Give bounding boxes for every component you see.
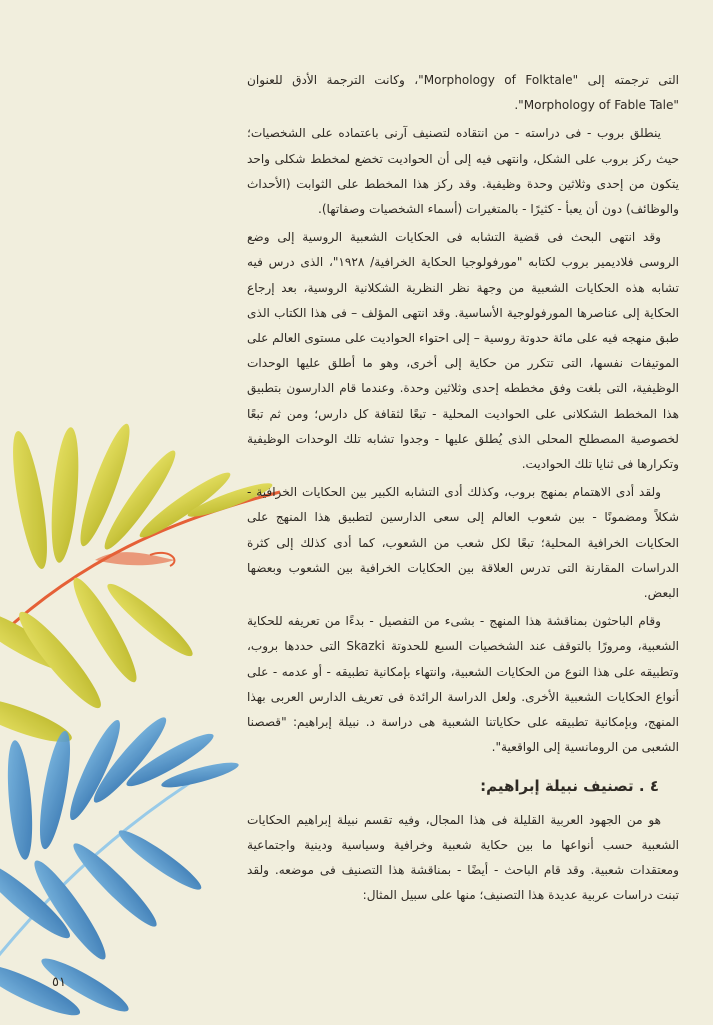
article-paragraph: هو من الجهود العربية القليلة فى هذا المجال، وفيه تقسم نبيلة إبراهيم الحكايات الشعبية حسب أنواعها ما بين حكاية شعبية وخرافية وسياسية ودينية واجتماعية ومعتقدات شعبية. وقد قام الباحث - أيضًا - بمناقشة هذا التصنيف فى موضعه. ولقد تبنت دراسات عربية عديدة هذا التصنيف؛ منها على سبيل المثال:	[247, 812, 679, 903]
yellow-frond	[0, 420, 280, 750]
article-paragraph: ينطلق بروب - فى دراسته - من انتقاده لتصنيف آرنى باعتماده على الشخصيات؛ حيث ركز بروب على الشكل، وانتهى فيه إلى أن الحواديت تخضع لمخطط شكلى واحد يتكون من إحدى وثلاثين وحدة وظيفية. وقد ركز هذا المخطط على الثوابت (الأحداث والوظائف) دون أن يعبأ - كثيرًا - بالمتغيرات (أسماء الشخصيات وصفاتها).	[247, 126, 679, 217]
article-paragraph: التى ترجمته إلى "Morphology of Folktale"، وكانت الترجمة الأدق للعنوان "Morphology of Fable Tale".	[247, 73, 680, 113]
section-heading-text: ٤ . تصنيف نبيلة إبراهيم:	[480, 777, 659, 796]
article-paragraph: ولقد أدى الاهتمام بمنهج بروب، وكذلك أدى التشابه الكبير بين الحكايات الخرافية - شكلاً ومضمونًا - بين شعوب العالم إلى سعى الدارسين لتطبيق هذا المنهج على الحكايات الخرافية المحلية؛ تبعًا لكل شعب من الشعوب، كما أدى كذلك إلى كثرة الدراسات المقارنة التى تدرس العلاقة بين الحكايات الخرافية بين الشعوب وبعضها البعض.	[247, 485, 679, 601]
article-paragraph: وقام الباحثون بمناقشة هذا المنهج - بشىء من التفصيل - بدءًا من تعريفه للحكاية الشعبية، ومرورًا بالتوقف عند الشخصيات السبع للحدوتة Skazki التى حددها بروب، وتطبيقه على هذا النوع من الحكايات الشعبية، وانتهاء بإمكانية تطبيقه - أو عدمه - على أنواع الحكايات الشعبية الأخرى. ولعل الدراسة الرائدة فى تعريف الدارس العربى بهذا المنهج، وبإمكانية تطبيقه على حكاياتنا الشعبية هى دراسة د. نبيلة إبراهيم: "قصصنا الشعبى من الرومانسية إلى الواقعية".	[247, 614, 679, 755]
article-paragraph: وقد انتهى البحث فى قضية التشابه فى الحكايات الشعبية الروسية إلى وضع الروسى فلاديمير بروب لكتابه "مورفولوجيا الحكاية الخرافية/ ١٩٢٨"، الذى درس فيه تشابه هذه الحكايات الشعبية من وجهة نظر النظرية الشكلانية الروسية، بعد إرجاع الحكاية إلى عناصرها المورفولوجية الأساسية. وقد انتهى المؤلف – فى هذا الكتاب الذى طبق منهجه فيه على مائة حدوتة روسية – إلى احتواء الحواديت على مستوى العالم على الموتيفات نفسها، التى تتكرر من حكاية إلى أخرى، وهو ما أطلق عليها الوحدات الوظيفية، التى بلغت وفق مخططه إحدى وثلاثين وحدة. وعندما قام الدارسون بتطبيق هذا المخطط الشكلانى على الحواديت المحلية - تبعًا لثقافة كل دارس؛ ومن ثم تبعًا لخصوصية المصطلح المحلى الذى يُطلق عليها - وجدوا تشابه تلك الوحدات الوظيفية وتكرارها فى ثنايا تلك الحواديت.	[247, 230, 679, 472]
page-number: ٥١	[52, 975, 66, 990]
article-text	[247, 68, 679, 912]
section-heading	[247, 774, 679, 799]
blue-frond	[0, 711, 240, 1023]
